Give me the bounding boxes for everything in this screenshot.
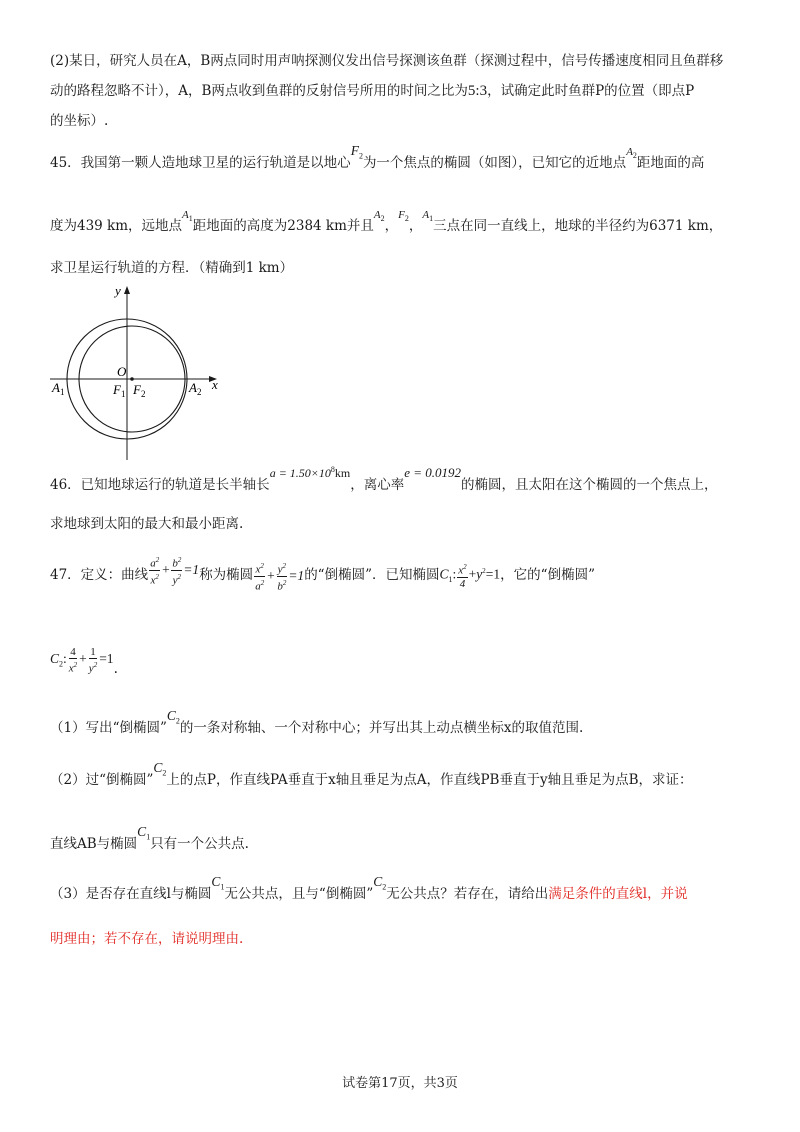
- focus-f2-dot: [130, 377, 134, 381]
- q46-line1: 46．已知地球运行的轨道是长半轴长$a = 1.50\times 10^8km$，离心率e = 0.0192的椭圆，且太阳在这个椭圆的一个焦点上，: [50, 465, 718, 493]
- a2-label: $A_2$: [189, 380, 202, 397]
- q47-part3-line1: （3）是否存在直线l与椭圆$C_1$无公共点，且与“倒椭圆$”C_2$无公共点？若存在，请给出满足条件的直线l，并说: [50, 874, 688, 902]
- f2-label: $F_2$: [133, 382, 146, 399]
- y-axis-label: y: [115, 283, 121, 298]
- q47-part3-line2: 明理由；若不存在，请说明理由.: [50, 931, 244, 947]
- ellipse-formula: $\frac{x^2}{a^2}$ + $\frac{y^2}{b^2}$ =1: [255, 562, 305, 593]
- f1-label: $F_1$: [113, 382, 126, 399]
- inverse-ellipse-c2-formula: $C_2$: $\frac{4}{x^2}$ + $\frac{1}{y^2}$ =1: [50, 645, 114, 675]
- a1-symbol-2: $A_1$: [422, 209, 434, 224]
- a1-label: $A_1$: [52, 380, 65, 397]
- q47-part1: （1）写出“倒椭圆$”C_2$的一条对称轴、一个对称中心；并写出其上动点横坐标x的取值范围.: [50, 708, 584, 736]
- q45-line1: 45．我国第一颗人造地球卫星的运行轨道是以地心$F_2$为一个焦点的椭圆（如图），已知它的近地点$A_2$距地面的高: [50, 143, 705, 171]
- c2-symbol-3: $C_2$: [373, 874, 387, 892]
- y-axis-arrow: [124, 286, 130, 294]
- orbit-figure: [45, 282, 230, 462]
- inverse-ellipse-formula: $\frac{a^2}{x^2}$ + $\frac{b^2}{y^2}$ =1: [150, 556, 200, 587]
- q47-part2-line2: 直线AB与椭圆$C_1$只有一个公共点.: [50, 824, 249, 852]
- time-ratio: 5:3: [467, 83, 488, 99]
- a2-symbol-2: $A_2$: [373, 209, 385, 224]
- c1-symbol-2: $C_1$: [211, 874, 225, 892]
- q44-part2-line2: 动的路程忽略不计），A，B两点收到鱼群的反射信号所用的时间之比为5:3，试确定此时鱼群P的位置（即点P: [50, 83, 695, 99]
- q47-line1: 47．定义：曲线 $\frac{a^2}{x^2}$ + $\frac{b^2}{y^2}$ =1称为椭圆 $\frac{x^2}{a^2}$ + $\frac{y^2}{b^2}$ =1的“倒椭圆”．已知椭圆$C_1$: $\frac{x^2}{4}$ $+y^2=1$，它的“倒椭圆”: [50, 554, 595, 597]
- a1-symbol: $A_1$: [182, 209, 193, 224]
- eccentricity-expr: e = 0.0192: [404, 465, 462, 480]
- x-axis-label: x: [212, 377, 218, 392]
- q45-line2: 度为439 km，远地点$A_1$距地面的高度为2384 km并且$A_2$，$F_2$，$A_1$三点在同一直线上，地球的半径约为6371 km，: [50, 216, 722, 241]
- a2-symbol: $A_2$: [626, 146, 637, 161]
- page-footer: 试卷第17页，共3页: [342, 1076, 458, 1091]
- origin-label: O: [117, 364, 127, 379]
- f2-symbol: $F_2$: [350, 143, 363, 161]
- highlighted-text: 满足条件的直线l，并说: [548, 886, 688, 902]
- ellipse-c1-formula: $C_1$: $\frac{x^2}{4}$ $+y^2=1$: [439, 563, 501, 590]
- q47-c2-definition: $C_2$: $\frac{4}{x^2}$ + $\frac{1}{y^2}$ =1.: [50, 644, 118, 680]
- c2-symbol: $C_2$: [166, 708, 180, 726]
- f2-symbol-2: $F_2$: [398, 209, 409, 224]
- q47-part2-line1: （2）过“倒椭圆$”C_2$上的点P，作直线PA垂直于x轴且垂足为点A，作直线PB垂直于y轴且垂足为点B，求证：: [50, 760, 693, 788]
- semi-major-axis-expr: $a = 1.50\times 10^8km$: [269, 465, 351, 480]
- q44-part2-line1: (2)某日，研究人员在A，B两点同时用声呐探测仪发出信号探测该鱼群（探测过程中，信号传播速度相同且鱼群移: [50, 53, 724, 69]
- q45-line3: 求卫星运行轨道的方程．（精确到1 km）: [50, 260, 294, 276]
- q46-line2: 求地球到太阳的最大和最小距离.: [50, 516, 244, 532]
- c1-symbol: $C_1$: [137, 824, 151, 842]
- q44-part2-line3: 的坐标）.: [50, 113, 109, 129]
- c2-symbol-2: $C_2$: [153, 760, 167, 778]
